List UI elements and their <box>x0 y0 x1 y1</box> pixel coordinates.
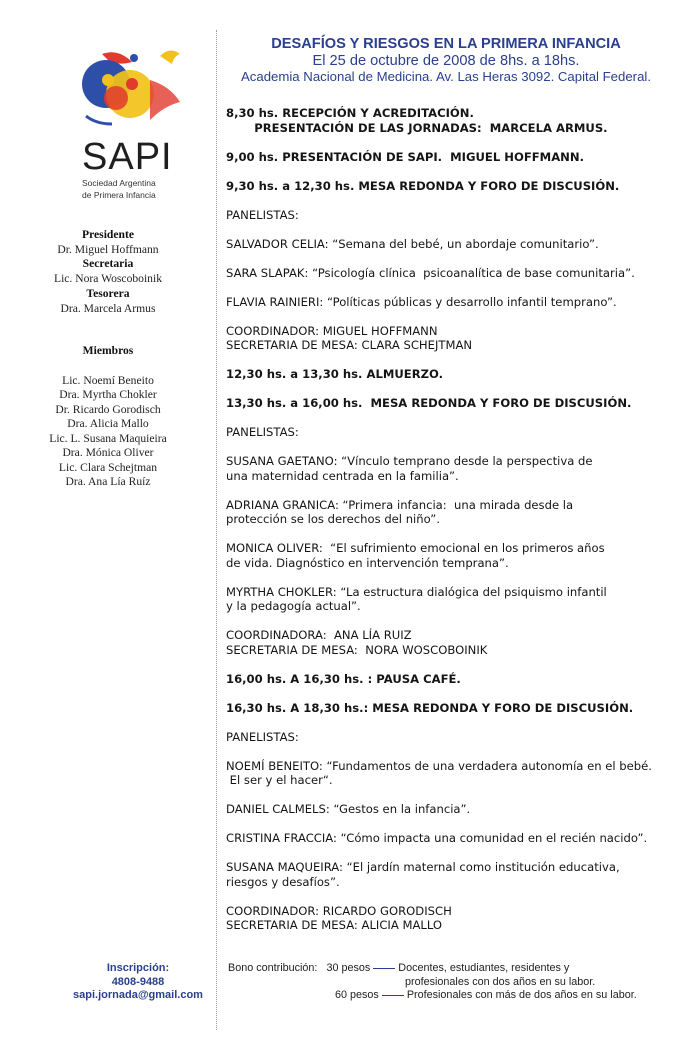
program-entry: DANIEL CALMELS: “Gestos en la infancia”. <box>226 802 471 816</box>
program-entry: COORDINADOR: MIGUEL HOFFMANN SECRETARIA DE MESA: CLARA SCHEJTMAN <box>226 323 473 352</box>
program-entry: COORDINADORA: ANA LÍA RUIZ SECRETARIA DE MESA: NORA WOSCOBOINIK <box>226 628 488 657</box>
member-item: Dra. Myrtha Chokler <box>59 388 157 401</box>
fee-desc-1a: Docentes, estudiantes, residentes y <box>398 962 570 974</box>
event-date: El 25 de octubre de 2008 de 8hs. a 18hs. <box>312 53 580 69</box>
page-header <box>222 36 670 85</box>
program-heading: 13,30 hs. a 16,00 hs. MESA REDONDA Y FORO DE DISCUSIÓN. <box>226 396 632 410</box>
program-entry: PANELISTAS: <box>226 729 299 744</box>
logo-red-circle <box>104 86 128 110</box>
member-item: Lic. Noemí Beneito <box>62 373 154 387</box>
fee-dash-1 <box>373 968 395 969</box>
program-entry: NOEMÍ BENEITO: “Fundamentos de una verdadera autonomía en el bebé. El ser y el hacer“. <box>226 758 652 787</box>
logo-stroke <box>86 116 112 124</box>
board-role-treasurer: Tesorera <box>86 286 130 300</box>
program-entry: SUSANA GAETANO: “Vínculo temprano desde la perspectiva de una maternidad centrada en la familia”. <box>226 454 593 483</box>
program-entry: MYRTHA CHOKLER: “La estructura dialógica del psiquismo infantil y la pedagogía actual”. <box>226 584 607 613</box>
fee-dash-2 <box>382 995 404 996</box>
program-heading: 12,30 hs. a 13,30 hs. ALMUERZO. <box>226 367 444 381</box>
fee-block <box>228 962 673 1003</box>
program-heading: 16,00 hs. A 16,30 hs. : PAUSA CAFÉ. <box>226 671 461 686</box>
program-entry: COORDINADOR: RICARDO GORODISCH SECRETARIA DE MESA: ALICIA MALLO <box>226 903 452 932</box>
fee-desc-2: Profesionales con más de dos años en su labor. <box>406 989 637 1001</box>
program-entry: SUSANA MAQUEIRA: “El jardín maternal como institución educativa, riesgos y desafíos”. <box>226 860 620 889</box>
contact-email[interactable]: sapi.jornada@gmail.com <box>73 989 203 1001</box>
logo-eye-right <box>126 78 138 90</box>
program-entry: FLAVIA RAINIERI: “Políticas públicas y desarrollo infantil temprano”. <box>226 294 617 309</box>
board-name-president: Dr. Miguel Hoffmann <box>57 242 159 256</box>
program-entry: PANELISTAS: <box>226 207 299 222</box>
fee-label: Bono contribución: <box>228 962 318 974</box>
members-list <box>0 344 216 490</box>
board-name-secretary: Lic. Nora Woscoboinik <box>53 272 162 286</box>
event-venue: Academia Nacional de Medicina. Av. Las Heras 3092. Capital Federal. <box>240 69 651 84</box>
sidebar <box>0 0 216 1058</box>
fee-desc-1b: profesionales con dos años en su labor. <box>405 975 596 988</box>
member-item: Lic. L. Susana Maquieira <box>49 431 167 445</box>
board-role-president: Presidente <box>82 228 134 241</box>
members-title: Miembros <box>82 344 134 357</box>
member-item: Dr. Ricardo Gorodisch <box>55 402 161 416</box>
program-entry: MONICA OLIVER: “El sufrimiento emocional en los primeros años de vida. Diagnóstico en intervención temprana”. <box>226 541 605 570</box>
logo-eye-left <box>102 74 114 86</box>
board-name-treasurer: Dra. Marcela Armus <box>60 301 156 315</box>
brand-name: SAPI <box>82 136 173 178</box>
member-item: Lic. Clara Schejtman <box>58 460 158 474</box>
program-entry: ADRIANA GRANICA: “Primera infancia: una mirada desde la protección se los derechos del niño”. <box>226 497 574 526</box>
board-role-secretary: Secretaria <box>82 257 134 271</box>
page-title: DESAFÍOS Y RIESGOS EN LA PRIMERA INFANCIA <box>271 36 621 52</box>
program-entry: SALVADOR CELIA: “Semana del bebé, un abordaje comunitario”. <box>226 236 599 251</box>
member-item: Dra. Ana Lía Ruíz <box>65 475 151 488</box>
member-item: Dra. Alicia Mallo <box>67 417 149 430</box>
logo-crescent <box>160 50 180 64</box>
column-divider <box>216 30 217 1030</box>
program-heading: 9,00 hs. PRESENTACIÓN DE SAPI. MIGUEL HOFFMANN. <box>226 149 584 164</box>
fee-line-2 <box>228 976 673 990</box>
brand-subtitle-1: Sociedad Argentina <box>82 178 156 188</box>
contact-phone[interactable]: 4808-9488 <box>111 975 165 988</box>
logo-red-tail <box>150 80 180 120</box>
fee-price-2: 60 pesos <box>335 989 379 1001</box>
program-list <box>226 106 671 947</box>
program-entry: PANELISTAS: <box>226 425 299 439</box>
program-heading: 8,30 hs. RECEPCIÓN Y ACREDITACIÓN. PRESENTACIÓN DE LAS JORNADAS: MARCELA ARMUS. <box>226 106 608 135</box>
member-item: Dra. Mónica Oliver <box>62 446 154 459</box>
fee-price-2-group <box>335 989 637 1003</box>
program-entry: SARA SLAPAK: “Psicología clínica psicoanalítica de base comunitaria”. <box>226 265 635 280</box>
fee-line-1 <box>228 962 673 976</box>
logo-dot <box>130 54 138 62</box>
fee-price-1: 30 pesos <box>326 962 371 974</box>
contact-label: Inscripción: <box>106 962 170 974</box>
program-heading: 9,30 hs. a 12,30 hs. MESA REDONDA Y FORO DE DISCUSIÓN. <box>226 178 620 193</box>
fee-line-3 <box>228 989 673 1003</box>
program-entry: CRISTINA FRACCIA: “Cómo impacta una comunidad en el recién nacido”. <box>226 831 648 845</box>
brand-subtitle-2: de Primera Infancia <box>82 190 156 200</box>
program-heading: 16,30 hs. A 18,30 hs.: MESA REDONDA Y FORO DE DISCUSIÓN. <box>226 700 634 715</box>
brand-block <box>82 138 202 200</box>
board-list <box>0 228 216 316</box>
